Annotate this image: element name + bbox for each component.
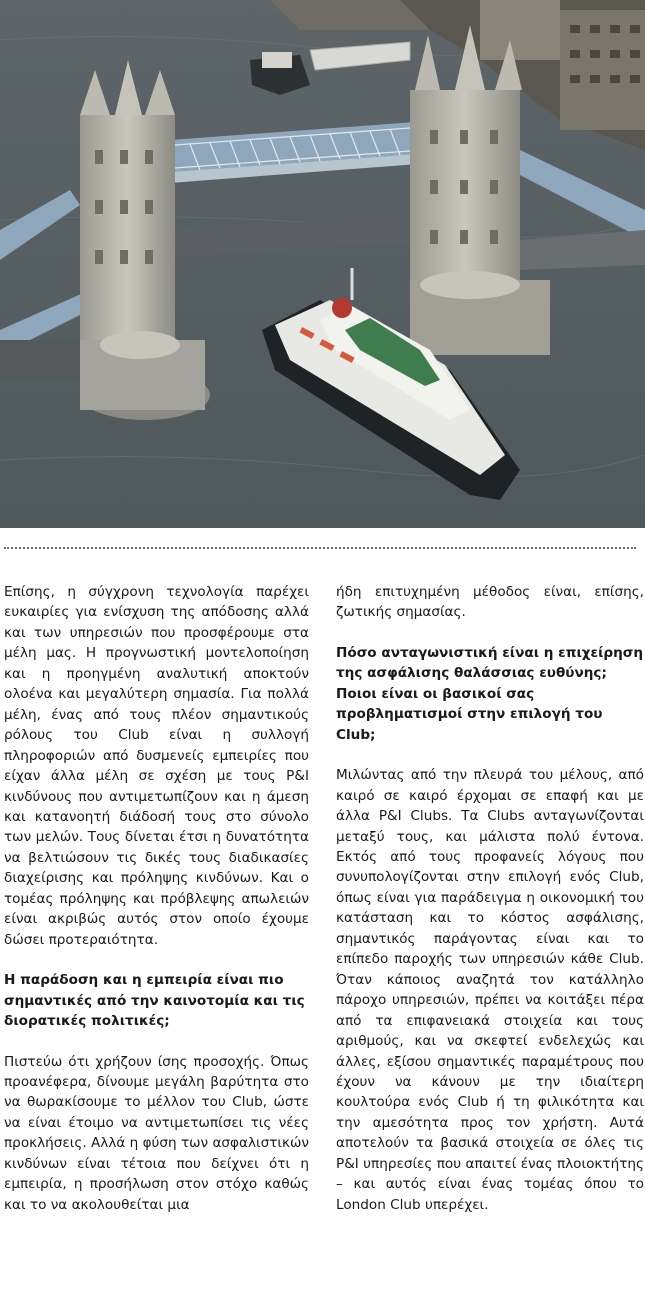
dotted-divider [4,547,636,549]
tower-bridge-illustration [0,0,645,528]
article-paragraph: ήδη επιτυχημένη μέθοδος είναι, επίσης, ζωτικής σημασίας. [336,584,644,621]
article-subheading: Η παράδοση και η εμπειρία είναι πιο σημαντικές από την καινοτομία και τις διορατικές πολιτικές; [4,972,305,1030]
article-column-right [336,582,644,1215]
hero-photo [0,0,645,528]
article-subheading: Πόσο ανταγωνιστική είναι η επιχείρηση της ασφάλισης θαλάσσιας ευθύνης; Ποιοι είναι οι βασικοί σας προβληματισμοί στην επιλογή του Club; [336,644,644,743]
article-column-left [4,582,309,1215]
article-paragraph: Πιστεύω ότι χρήζουν ίσης προσοχής. Όπως προανέφερα, δίνουμε μεγάλη βαρύτητα στο να θωρακίσουμε το μέλλον του Club, ώστε να είναι έτοιμο να αντιμετωπίσει τις νέες προκλήσεις. Αλλά η φύση των ασφαλιστικών κινδύνων είναι τέτοια που δείχνει ότι η εμπειρία, η προσήλωση στον στόχο καθώς και το να ακολουθείται μια [4,1053,309,1213]
article-paragraph: Επίσης, η σύγχρονη τεχνολογία παρέχει ευκαιρίες για ενίσχυση της απόδοσης αλλά και των υπηρεσιών που προσφέρουμε στα μέλη μας. Η προγνωστική μοντελοποίηση και η προηγμένη αναλυτική αποκτούν ολοένα και μεγαλύτερη σημασία. Για πολλά μέλη, ένας από τους πλέον σημαντικούς ρόλους του Club είναι η συλλογή πληροφοριών από δυσμενείς εμπειρίες που είχαν άλλα μέλη σε σχέση με τους P&I κινδύνους που αντιμετωπίζουν και η άμεση και κατανοητή διάδοσή τους στο σύνολο των μελών. Τους δίνεται έτσι η δυνατότητα να βελτιώσουν τις δικές τους διαδικασίες διαχείρισης και πρόληψης κινδύνων. Και ο τομέας πρόληψης και πρόβλεψης απωλειών είναι ακριβώς αυτός στον οποίο έχουμε δώσει προτεραιότητα. [4,584,309,948]
article-paragraph: Μιλώντας από την πλευρά του μέλους, από καιρό σε καιρό έρχομαι σε επαφή και με άλλα P&I Clubs. Τα Clubs ανταγωνίζονται μεταξύ τους, και μάλιστα πολύ έντονα. Εκτός από τους προφανείς λόγους που συνυπολογίζονται στην επιλογή ενός Club, όπως είναι για παράδειγμα η οικονομική του κατάσταση και το κόστος ασφάλισης, σημαντικός παράγοντας είναι και το επίπεδο παροχής των υπηρεσιών κάθε Club. Όταν κάποιος αναζητά τον κατάλληλο πάροχο υπηρεσιών, πρέπει να κοιτάξει πέρα από τα επιφανειακά στοιχεία και τους αριθμούς, και να σκεφτεί ενδελεχώς και άλλες, εξίσου σημαντικές παραμέτρους που έχουν να κάνουν με την ιδιαίτερη κουλτούρα ενός Club ή τη φιλικότητα και την αμεσότητα προς τον χρήστη. Αυτά αποτελούν τα βασικά στοιχεία σε όλες τις P&I υπηρεσίες που απαιτεί ένας πλοιοκτήτης – και αυτός είναι ένας τομέας όπου το London Club υπερέχει. [336,767,644,1213]
